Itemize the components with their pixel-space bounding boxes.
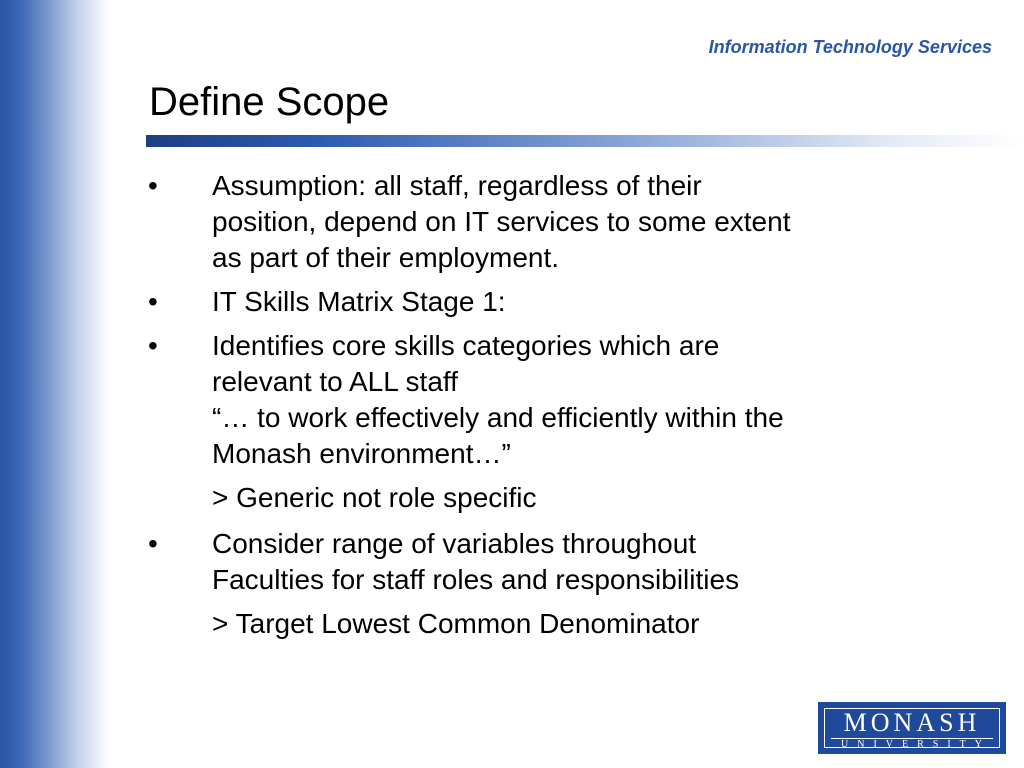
title-underline bbox=[146, 135, 1024, 147]
logo-subname: UNIVERSITY bbox=[841, 739, 991, 750]
bullet-marker: • bbox=[148, 170, 158, 201]
bullet-line: relevant to ALL staff bbox=[212, 366, 458, 397]
slide-title: Define Scope bbox=[149, 80, 390, 124]
bullet-line: Identifies core skills categories which are bbox=[212, 330, 720, 361]
bullet-marker: • bbox=[148, 528, 158, 559]
bullet-line: position, depend on IT services to some extent bbox=[212, 206, 791, 237]
bullet-line: as part of their employment. bbox=[212, 242, 560, 273]
bullet-line: IT Skills Matrix Stage 1: bbox=[212, 286, 506, 317]
logo-name: MONASH bbox=[843, 708, 981, 737]
department-header: Information Technology Services bbox=[708, 37, 992, 57]
bullet-item bbox=[148, 284, 948, 320]
logo-frame bbox=[824, 708, 1000, 748]
bullet-item bbox=[148, 526, 948, 598]
side-gradient-bar bbox=[0, 0, 110, 768]
bullet-item bbox=[148, 168, 948, 276]
bullet-marker: • bbox=[148, 330, 158, 361]
bullet-line: Consider range of variables throughout bbox=[212, 528, 697, 559]
bullet-line: Faculties for staff roles and responsibilities bbox=[212, 564, 740, 595]
bullet-line: Monash environment…” bbox=[212, 438, 511, 469]
bullet-item bbox=[148, 328, 948, 472]
monash-university-logo bbox=[818, 702, 1006, 754]
slide-body bbox=[148, 168, 948, 652]
bullet-marker: • bbox=[148, 286, 158, 317]
sub-point: > Target Lowest Common Denominator bbox=[212, 608, 700, 639]
sub-point: > Generic not role specific bbox=[212, 482, 537, 513]
bullet-line: Assumption: all staff, regardless of their bbox=[212, 170, 702, 201]
bullet-line: “… to work effectively and efficiently within the bbox=[212, 402, 784, 433]
